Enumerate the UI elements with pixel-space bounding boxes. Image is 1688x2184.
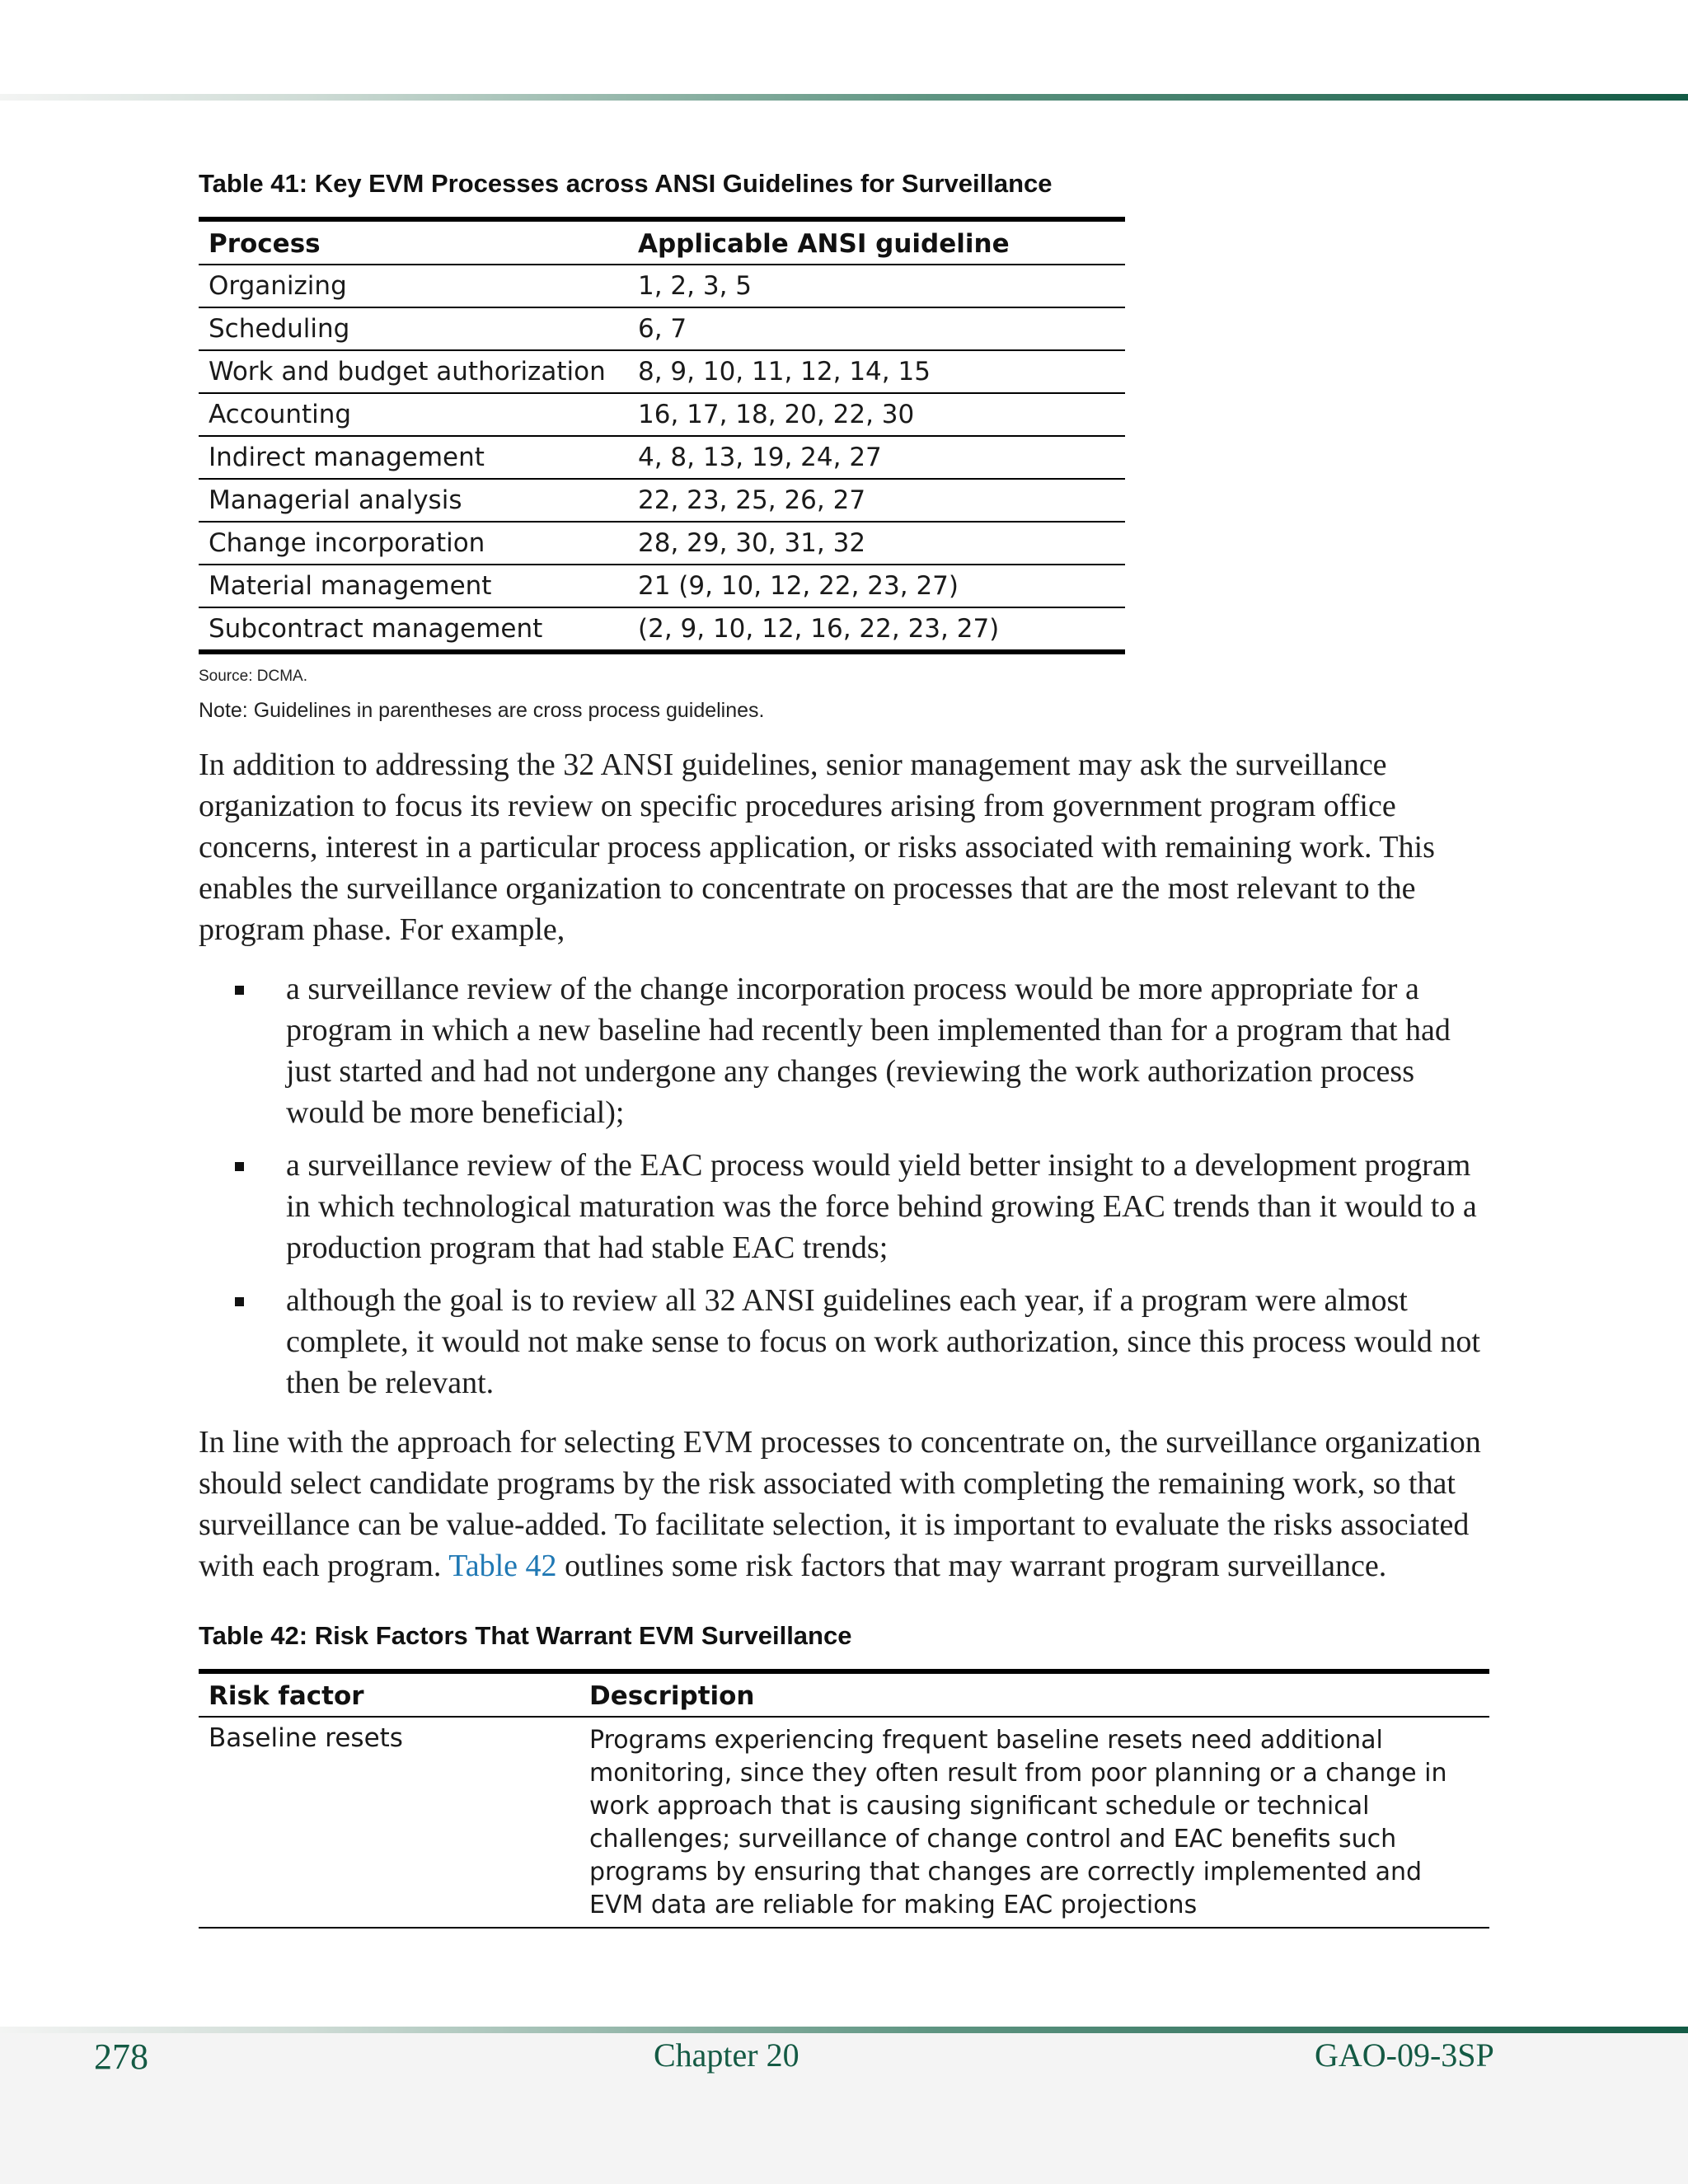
guideline-cell: 16, 17, 18, 20, 22, 30	[628, 393, 1125, 436]
table-header-row	[199, 1671, 1489, 1717]
column-header-process: Process	[199, 219, 628, 265]
guideline-cell: 8, 9, 10, 11, 12, 14, 15	[628, 350, 1125, 393]
table-41	[199, 217, 1125, 654]
process-cell: Indirect management	[199, 436, 628, 479]
document-id: GAO-09-3SP	[1315, 2036, 1494, 2074]
description-cell: Programs experiencing frequent baseline resets need additional monitoring, since they often result from poor planning or a change in work approach that is causing significant schedule or technical challenges; surveillance of change control and EAC benefits such programs by ensuring that changes are correctly implemented and EVM data are reliable for making EAC projections	[579, 1717, 1489, 1928]
table-row	[199, 565, 1125, 607]
page-number: 278	[94, 2036, 148, 2077]
table-row	[199, 265, 1125, 307]
process-cell: Managerial analysis	[199, 479, 628, 522]
square-bullet-icon	[235, 986, 244, 995]
guideline-cell: 6, 7	[628, 307, 1125, 350]
guideline-cell: 22, 23, 25, 26, 27	[628, 479, 1125, 522]
table-row	[199, 1717, 1489, 1928]
body-paragraph-1: In addition to addressing the 32 ANSI guidelines, senior management may ask the surveillance organization to focus its review on specific procedures arising from government program office concerns, interest in a particular process application, or risks associated with remaining work. This enables the surveillance organization to concentrate on processes that are the most relevant to the program phase. For example,	[199, 748, 1435, 947]
process-cell: Change incorporation	[199, 522, 628, 565]
footer-rule	[0, 2027, 1688, 2033]
paragraph-2-text-end: outlines some risk factors that may warrant program surveillance.	[556, 1549, 1387, 1583]
bullet-list	[199, 968, 1489, 1404]
table-header-row	[199, 219, 1125, 265]
list-item	[199, 968, 1489, 1133]
table-row	[199, 307, 1125, 350]
guideline-cell: 21 (9, 10, 12, 22, 23, 27)	[628, 565, 1125, 607]
list-item-text: a surveillance review of the change incorporation process would be more appropriate for a program in which a new baseline had recently been implemented than for a program that had just started and had not undergone any changes (reviewing the work authorization process would be more beneficial);	[286, 972, 1451, 1130]
column-header-description: Description	[579, 1671, 1489, 1717]
process-cell: Organizing	[199, 265, 628, 307]
guideline-cell: (2, 9, 10, 12, 16, 22, 23, 27)	[638, 614, 1000, 644]
process-cell: Material management	[199, 565, 628, 607]
page-content	[199, 169, 1489, 1929]
process-cell: Subcontract management	[209, 614, 543, 644]
table-41-source: Source: DCMA.	[199, 668, 307, 685]
table-row	[199, 479, 1125, 522]
square-bullet-icon	[235, 1162, 244, 1171]
process-cell: Scheduling	[199, 307, 628, 350]
square-bullet-icon	[235, 1297, 244, 1306]
table-row	[199, 436, 1125, 479]
table-42-link[interactable]: Table 42	[448, 1549, 557, 1583]
table-41-note: Note: Guidelines in parentheses are cross process guidelines.	[199, 699, 765, 722]
column-header-guideline: Applicable ANSI guideline	[628, 219, 1125, 265]
table-row	[199, 607, 1125, 652]
table-row	[199, 393, 1125, 436]
body-paragraph-2	[199, 1422, 1489, 1586]
guideline-cell: 4, 8, 13, 19, 24, 27	[628, 436, 1125, 479]
table-41-caption: Table 41: Key EVM Processes across ANSI Guidelines for Surveillance	[199, 169, 1053, 198]
list-item	[199, 1145, 1489, 1268]
header-rule	[0, 94, 1688, 101]
process-cell: Accounting	[199, 393, 628, 436]
chapter-label: Chapter 20	[654, 2036, 799, 2074]
column-header-risk-factor: Risk factor	[199, 1671, 579, 1717]
table-row	[199, 522, 1125, 565]
table-42	[199, 1669, 1489, 1929]
paragraph-2-text: In line with the approach for selecting EVM processes to concentrate on, the surveillance organization should select candidate programs by the risk associated with completing the remaining work, so that surveillance can be value-added. To facilitate selection, it is important to evaluate the risks associated with each program.	[199, 1425, 1481, 1583]
list-item-text: although the goal is to review all 32 ANSI guidelines each year, if a program were almost complete, it would not make sense to focus on work authorization, since this process would not then be relevant.	[286, 1283, 1480, 1400]
list-item-text: a surveillance review of the EAC process would yield better insight to a development program in which technological maturation was the force behind growing EAC trends than it would to a production program that had stable EAC trends;	[286, 1148, 1477, 1265]
guideline-cell: 1, 2, 3, 5	[628, 265, 1125, 307]
guideline-cell: 28, 29, 30, 31, 32	[628, 522, 1125, 565]
risk-factor-cell: Baseline resets	[199, 1717, 579, 1928]
process-cell: Work and budget authorization	[199, 350, 628, 393]
table-42-caption: Table 42: Risk Factors That Warrant EVM Surveillance	[199, 1621, 852, 1650]
list-item	[199, 1280, 1489, 1404]
table-row	[199, 350, 1125, 393]
